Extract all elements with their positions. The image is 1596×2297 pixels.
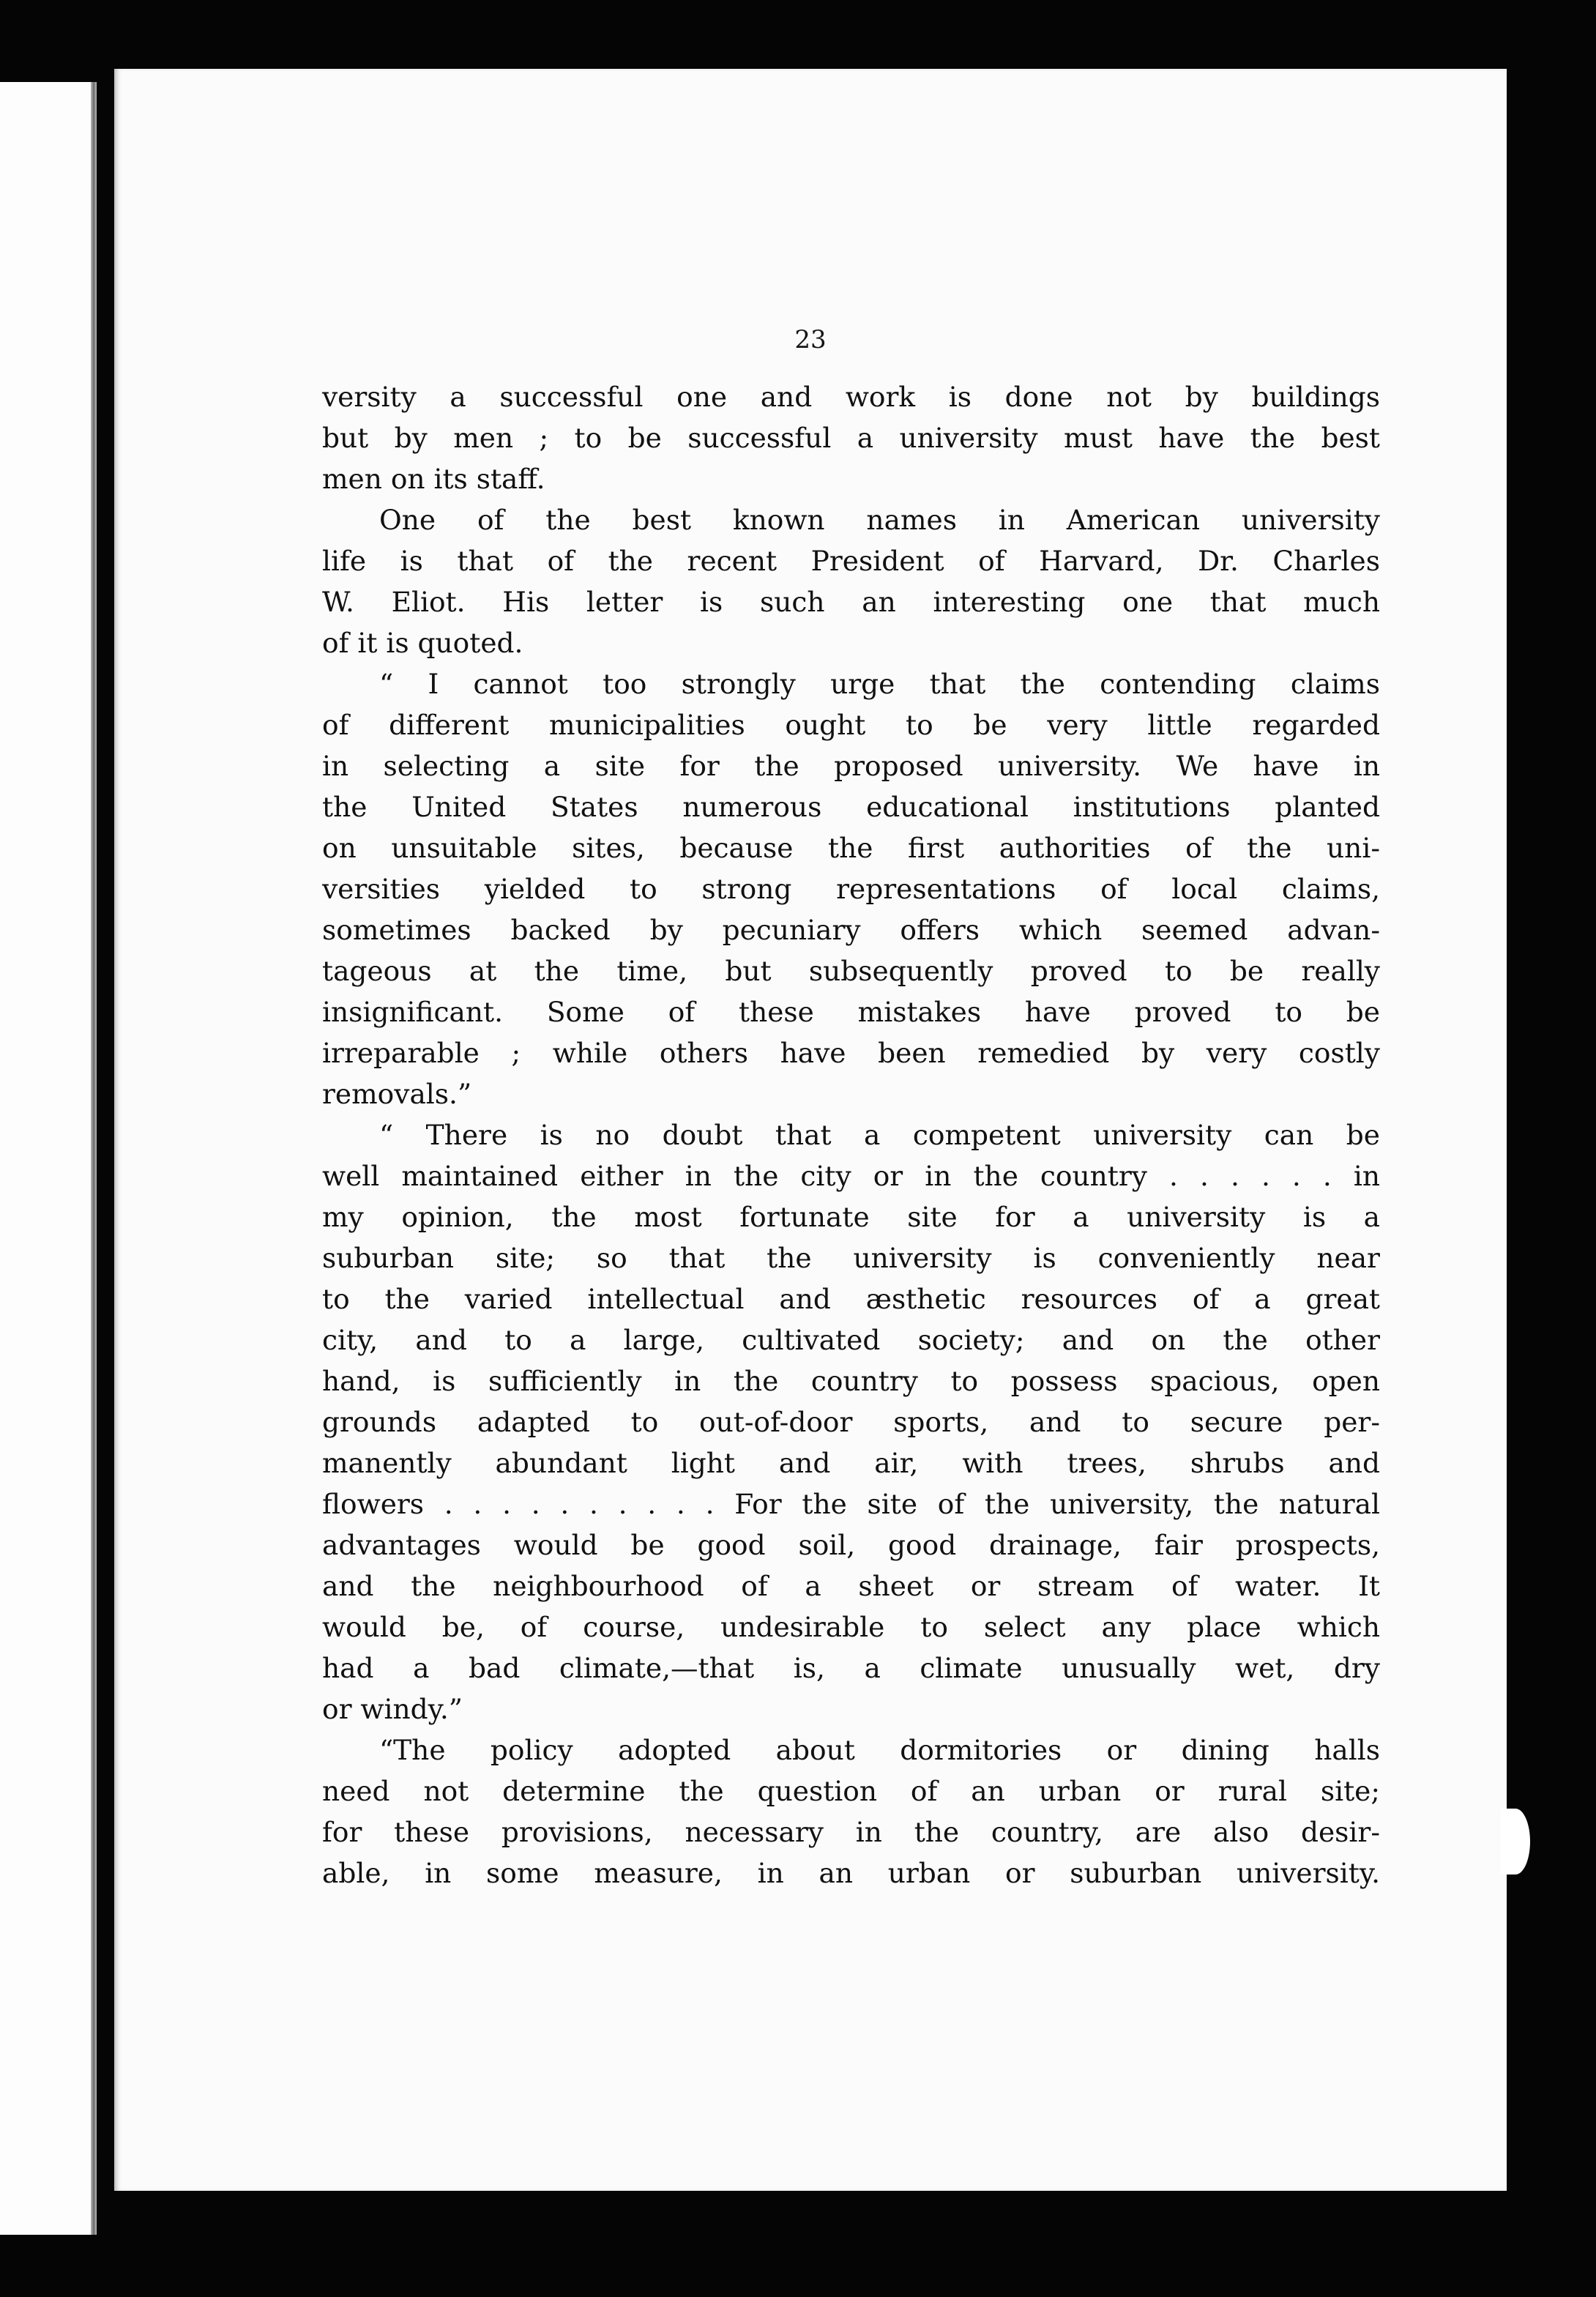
text-line: suburban site; so that the university is conveniently near bbox=[322, 1242, 1380, 1274]
page-number: 23 bbox=[794, 325, 827, 354]
text-line: or windy.” bbox=[322, 1693, 463, 1725]
text-line: in selecting a site for the proposed university. We have in bbox=[322, 750, 1380, 782]
text-line: versity a successful one and work is done not by buildings bbox=[322, 381, 1380, 413]
text-line: for these provisions, necessary in the country, are also desir- bbox=[322, 1816, 1380, 1848]
text-line: hand, is sufficiently in the country to possess spacious, open bbox=[322, 1365, 1380, 1397]
page-edge-notch bbox=[1501, 1809, 1530, 1875]
text-line: “The policy adopted about dormitories or dining halls bbox=[379, 1734, 1380, 1766]
text-line: sometimes backed by pecuniary offers which seemed advan- bbox=[322, 914, 1380, 946]
book-page bbox=[114, 69, 1507, 2191]
text-line: tageous at the time, but subsequently proved to be really bbox=[322, 955, 1380, 987]
text-line: able, in some measure, in an urban or suburban university. bbox=[322, 1857, 1380, 1889]
body-text bbox=[322, 376, 1380, 1894]
text-line: had a bad climate,—that is, a climate unusually wet, dry bbox=[322, 1652, 1380, 1684]
text-line: life is that of the recent President of Harvard, Dr. Charles bbox=[322, 545, 1380, 577]
text-line: removals.” bbox=[322, 1078, 472, 1110]
text-line: city, and to a large, cultivated society; and on the other bbox=[322, 1324, 1380, 1356]
text-line: men on its staff. bbox=[322, 463, 545, 495]
text-line: flowers . . . . . . . . . . For the site of the university, the natural bbox=[322, 1488, 1380, 1520]
text-line: the United States numerous educational institutions planted bbox=[322, 791, 1380, 823]
text-line: “ There is no doubt that a competent university can be bbox=[379, 1119, 1380, 1151]
text-line: and the neighbourhood of a sheet or stream of water. It bbox=[322, 1570, 1380, 1602]
text-line: grounds adapted to out-of-door sports, and to secure per- bbox=[322, 1406, 1380, 1438]
text-line: insignificant. Some of these mistakes have proved to be bbox=[322, 996, 1380, 1028]
text-line: need not determine the question of an urban or rural site; bbox=[322, 1775, 1380, 1807]
text-line: W. Eliot. His letter is such an interesting one that much bbox=[322, 586, 1380, 618]
text-line: would be, of course, undesirable to select any place which bbox=[322, 1611, 1380, 1643]
text-line: versities yielded to strong representations of local claims, bbox=[322, 873, 1380, 905]
text-line: my opinion, the most fortunate site for a university is a bbox=[322, 1201, 1380, 1233]
text-line: irreparable ; while others have been remedied by very costly bbox=[322, 1037, 1380, 1069]
book-gutter bbox=[91, 82, 97, 2235]
text-line: manently abundant light and air, with trees, shrubs and bbox=[322, 1447, 1380, 1479]
text-line: “ I cannot too strongly urge that the contending claims bbox=[379, 668, 1380, 700]
text-line: advantages would be good soil, good drainage, fair prospects, bbox=[322, 1529, 1380, 1561]
text-line: but by men ; to be successful a university must have the best bbox=[322, 422, 1380, 454]
text-line: of different municipalities ought to be very little regarded bbox=[322, 709, 1380, 741]
text-line: of it is quoted. bbox=[322, 627, 523, 659]
text-line: One of the best known names in American university bbox=[379, 504, 1380, 536]
facing-page-edge bbox=[0, 82, 94, 2235]
text-line: on unsuitable sites, because the first authorities of the uni- bbox=[322, 832, 1380, 864]
text-line: to the varied intellectual and æsthetic resources of a great bbox=[322, 1283, 1380, 1315]
text-line: well maintained either in the city or in the country . . . . . . in bbox=[322, 1160, 1380, 1192]
